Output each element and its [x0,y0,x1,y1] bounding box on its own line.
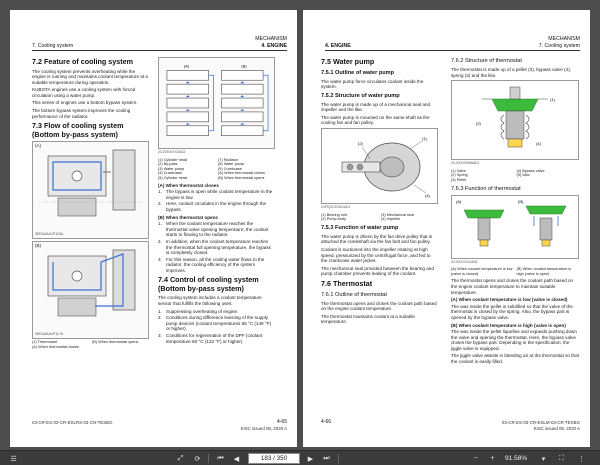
cooling-flow-chart [158,57,275,149]
figure-code: 2CJGXXX10A01 [451,259,478,264]
water-pump-figure [321,128,438,204]
legend-item: (4) Bypass valve [516,168,545,173]
paragraph: KUBOTA engines use a cooling system with forced circulation using a water pump. [32,87,136,98]
water-pump-illustration [322,129,437,203]
svg-text:(B): (B) [518,198,524,204]
previous-page-icon[interactable]: ◀ [233,455,240,463]
paragraph: The water pump force circulates coolant inside the system. [321,78,424,90]
legend-item: (1) Valve [451,168,466,173]
legend-item: (3) Water pump [158,166,185,171]
paragraph: The wax inside the pellet is solidified so that the valve of the thermostat is closed by the spring. Also, the bypass part is opened by the bypass valve. [451,303,573,320]
paragraph: This series of engines use a bottom bypass system. [32,100,138,106]
right-page-column-1 [321,55,438,327]
paragraph: Coolant is suctioned into the impeller rotating at high speed, pressurized by the centrifugal force, and fed to the crankcase water jacket. [321,247,431,264]
header-section: 7. Cooling system [538,42,580,49]
section-7-6-2-title: 7.6.2 Structure of thermostat [451,58,522,64]
figure-code: 2CJGNXXX2A02 [158,150,186,154]
engine-flow-illustration [33,142,148,238]
zoom-out-icon[interactable]: − [473,455,478,462]
list-item: 2. Conditions during difference learning of the supply pump devices (coolant temperatures 65 °C (149 °F) or higher). [158,315,272,332]
legend-item: (2) Spring [451,173,468,178]
left-page-column-1 [32,55,149,351]
thermostat-function-illustration [452,196,578,258]
paragraph: The bottom bypass system improves the cooling performance of the radiator. [32,108,131,119]
footer-doc-code: 03-CR-ES-03-CR-ESLRS-03-CN-TESBG [32,420,113,425]
list-item: 1. Suppressing overheating of engine. [158,308,239,314]
paragraph: The water pump is driven by the fan drive pulley that is attached the crankshaft via the fan belt and fan pulley. [321,233,433,245]
legend-item: (B) When thermostat opens [218,175,265,180]
footer-doc-code: 03-CR-ES-03-CR-ESLM-03-CR-TESBG KISC issued 08, 2020 A [501,420,580,431]
legend-item: (1) Bearing unit [321,212,347,217]
zoom-in-icon[interactable]: + [490,455,495,462]
right-page-column-2 [451,55,579,367]
legend-item: (1) Cylinder head [158,157,188,162]
legend-item: (7) Radiator [218,157,239,162]
list-item: 2. Here, coolant circulates in the engine through the bypass. [158,201,267,212]
right-page [303,10,590,447]
footer-issue: KISC issued 08, 2020 A [240,425,287,431]
thermostat-closes-title: (A) When thermostat closes [158,182,219,188]
section-7-6-3-title: 7.6.3 Function of thermostat [451,185,521,192]
section-7-5-2-title: 7.5.2 Structure of water pump [321,92,400,99]
paragraph: The thermostat opens and closes the coolant path based on the engine coolant temperature to maintain suitable temperature. [451,278,574,295]
section-7-3-title: 7.3 Flow of cooling system (Bottom by-pass system) [32,121,124,139]
paragraph: The thermostat is made up of a pellet (3), bypass valve (4), spring (2) and the like. [451,67,572,78]
section-7-2-title: 7.2 Feature of cooling system [32,57,134,66]
header-chapter: 4. ENGINE [261,42,287,49]
next-page-icon[interactable]: ▶ [307,455,314,463]
valve-open-title: (B) When coolant temperature is high (valve is open) [451,322,566,328]
page-number-input[interactable]: 183 / 350 [248,453,300,464]
section-7-6-title: 7.6 Thermostat [321,279,373,288]
page-number: 4-66 [321,419,332,425]
thermostat-function-figure [451,195,579,259]
svg-text:(B): (B) [241,63,247,69]
legend-item: (B) When coolant temperature is high (valve is open) [516,267,572,276]
thermostat-illustration [452,81,578,159]
last-page-icon[interactable]: ⏭ [323,454,330,462]
legend-item: (2) By-pass [158,162,178,167]
zoom-dropdown-icon[interactable]: ▾ [541,455,546,463]
flow-chart-legend [158,158,275,181]
legend-item [92,345,149,350]
svg-text:(4): (4) [536,141,541,147]
legend-item: (1) Thermostat [32,340,57,345]
figure-code: 3EEAAAA1P115A [35,231,64,236]
section-7-5-3-title: 7.5.3 Function of water pump [321,224,399,231]
thermostat-opens-title: (B) When thermostat opens [158,214,218,220]
svg-text:(A): (A) [183,63,190,69]
svg-text:(1): (1) [422,136,427,142]
header-mechanism: MECHANISM [255,36,287,42]
legend-item: (5) Cylinder head [158,175,188,180]
paragraph: The wax inside the pellet liquefies and expands pushing down the valve and opening the thermostat. Here, the bypass valve closes the bypass part. Depending in the specification, the jiggle valve is equipped. [451,329,577,351]
legend-item: (4) Impeller [381,217,401,222]
flow-diagram-closed [32,141,149,239]
list-item: 3. For this reason, all the cooling water flows to the radiator, the cooling efficiency of the system improves. [158,256,265,273]
legend-item: (3) Mechanical seal [381,212,414,217]
section-7-6-1-title: 7.6.1 Outline of thermostat [321,291,387,298]
section-7-4-title: 7.4 Control of cooling system (Bottom by-pass system) [158,275,259,293]
legend-item: (A) When thermostat closes [32,344,79,349]
thermostat-function-legend [451,267,579,276]
valve-closed-title: (A) When coolant temperature is low (valve is closed) [451,297,568,303]
paragraph: The thermostat maintains coolant at a suitable temperature. [321,313,415,325]
figure-code: 3EEAAAA1P11?A [35,331,64,336]
figure-label-a: (A) [35,143,41,149]
paragraph: The mechanical seal provided between the bearing and pump chamber prevents leaking of the coolant. [321,265,434,277]
paragraph: The cooling system prevents overheating while the engine is running and maintains coolant temperature at a suitable temperature during operation. [32,68,148,85]
list-item: 1. When the coolant temperature reaches the thermostat valve opening temperature, the coolant starts to flowing to the radiator. [158,221,269,238]
left-page [10,10,297,447]
legend-item: (8) Water pump [218,162,245,167]
paragraph: The cooling system includes a coolant temperature sensor that fulfills the following uses: [158,295,262,307]
thermostat-legend [451,169,579,183]
legend-item: (B) When thermostat opens [92,340,139,345]
toolbar-divider [338,454,339,463]
section-7-5-1-title: 7.5.1 Outline of water pump [321,69,395,76]
first-page-icon[interactable]: ⏮ [217,454,224,462]
legend-item: (9) Crankcase [218,166,242,171]
zoom-level[interactable]: 91.58% [505,455,528,462]
paragraph: The water pump is mounted on the same shaft as the cooling fan and fan pulley. [321,114,430,126]
water-pump-legend [321,213,438,222]
svg-text:(A): (A) [456,198,462,204]
legend-item: (A) When thermostat closes [218,171,265,176]
flow-legend [32,340,149,349]
svg-text:(1): (1) [550,97,555,103]
thermostat-structure-figure [451,80,579,160]
legend-item: (3) Pellet [451,177,467,182]
list-item: 3. Conditions for regeneration of the DPF (coolant temperature 50 °C (122 °F) or higher). [158,333,263,344]
figure-code: 2CJGXX0066A01 [451,161,480,166]
header-section: 7. Cooling system [32,42,74,49]
viewer-toolbar [0,450,600,465]
paragraph: The water pump is made up of a mechanical seal and impeller and the like. [321,101,431,113]
header-divider [325,50,580,51]
more-options-icon[interactable]: ⋮ [578,455,585,463]
left-page-column-2 [158,55,275,345]
legend-item: (A) When coolant temperature is low (valve is closed) [451,267,513,276]
svg-text:(4): (4) [425,193,430,199]
svg-text:(2): (2) [358,141,363,147]
fullscreen-icon[interactable]: ⛶ [559,454,564,462]
header-mechanism: MECHANISM [548,36,580,42]
flow-diagram-open [32,241,149,339]
svg-text:(2): (2) [476,121,481,127]
figure-code: 2VRQCOOM1A01 [321,205,351,210]
menu-icon[interactable]: ☰ [10,455,17,463]
legend-item: (5) Wax [516,173,530,178]
header-chapter: 4. ENGINE [325,42,351,49]
legend-item: (2) Pump body [321,217,346,222]
paragraph: The thermostat opens and closes the coolant path based on the engine coolant temperature. [321,300,437,312]
page-number: 4-65 [276,419,287,425]
flow-chart-diagram [162,61,271,147]
legend-item: (4) Crankcase [158,171,182,176]
section-7-5-title: 7.5 Water pump [321,57,375,66]
engine-flow-illustration-open [33,242,148,338]
figure-label-b: (B) [35,243,41,249]
list-item: 2. In addition, when the coolant temperature reaches the thermostat full opening temperature, the bypass is completely closed. [158,238,271,256]
paragraph: The jiggle valve assists in bleeding air at the thermostat so that the coolant is easily filled. [451,353,579,365]
list-item: 1. The bypass is open while coolant temperature in the engine is low. [158,189,273,200]
header-divider [32,50,287,51]
rotate-icon[interactable]: ⟳ [194,455,201,463]
fit-page-icon[interactable]: ⤢ [177,454,184,462]
toolbar-divider [208,454,209,463]
